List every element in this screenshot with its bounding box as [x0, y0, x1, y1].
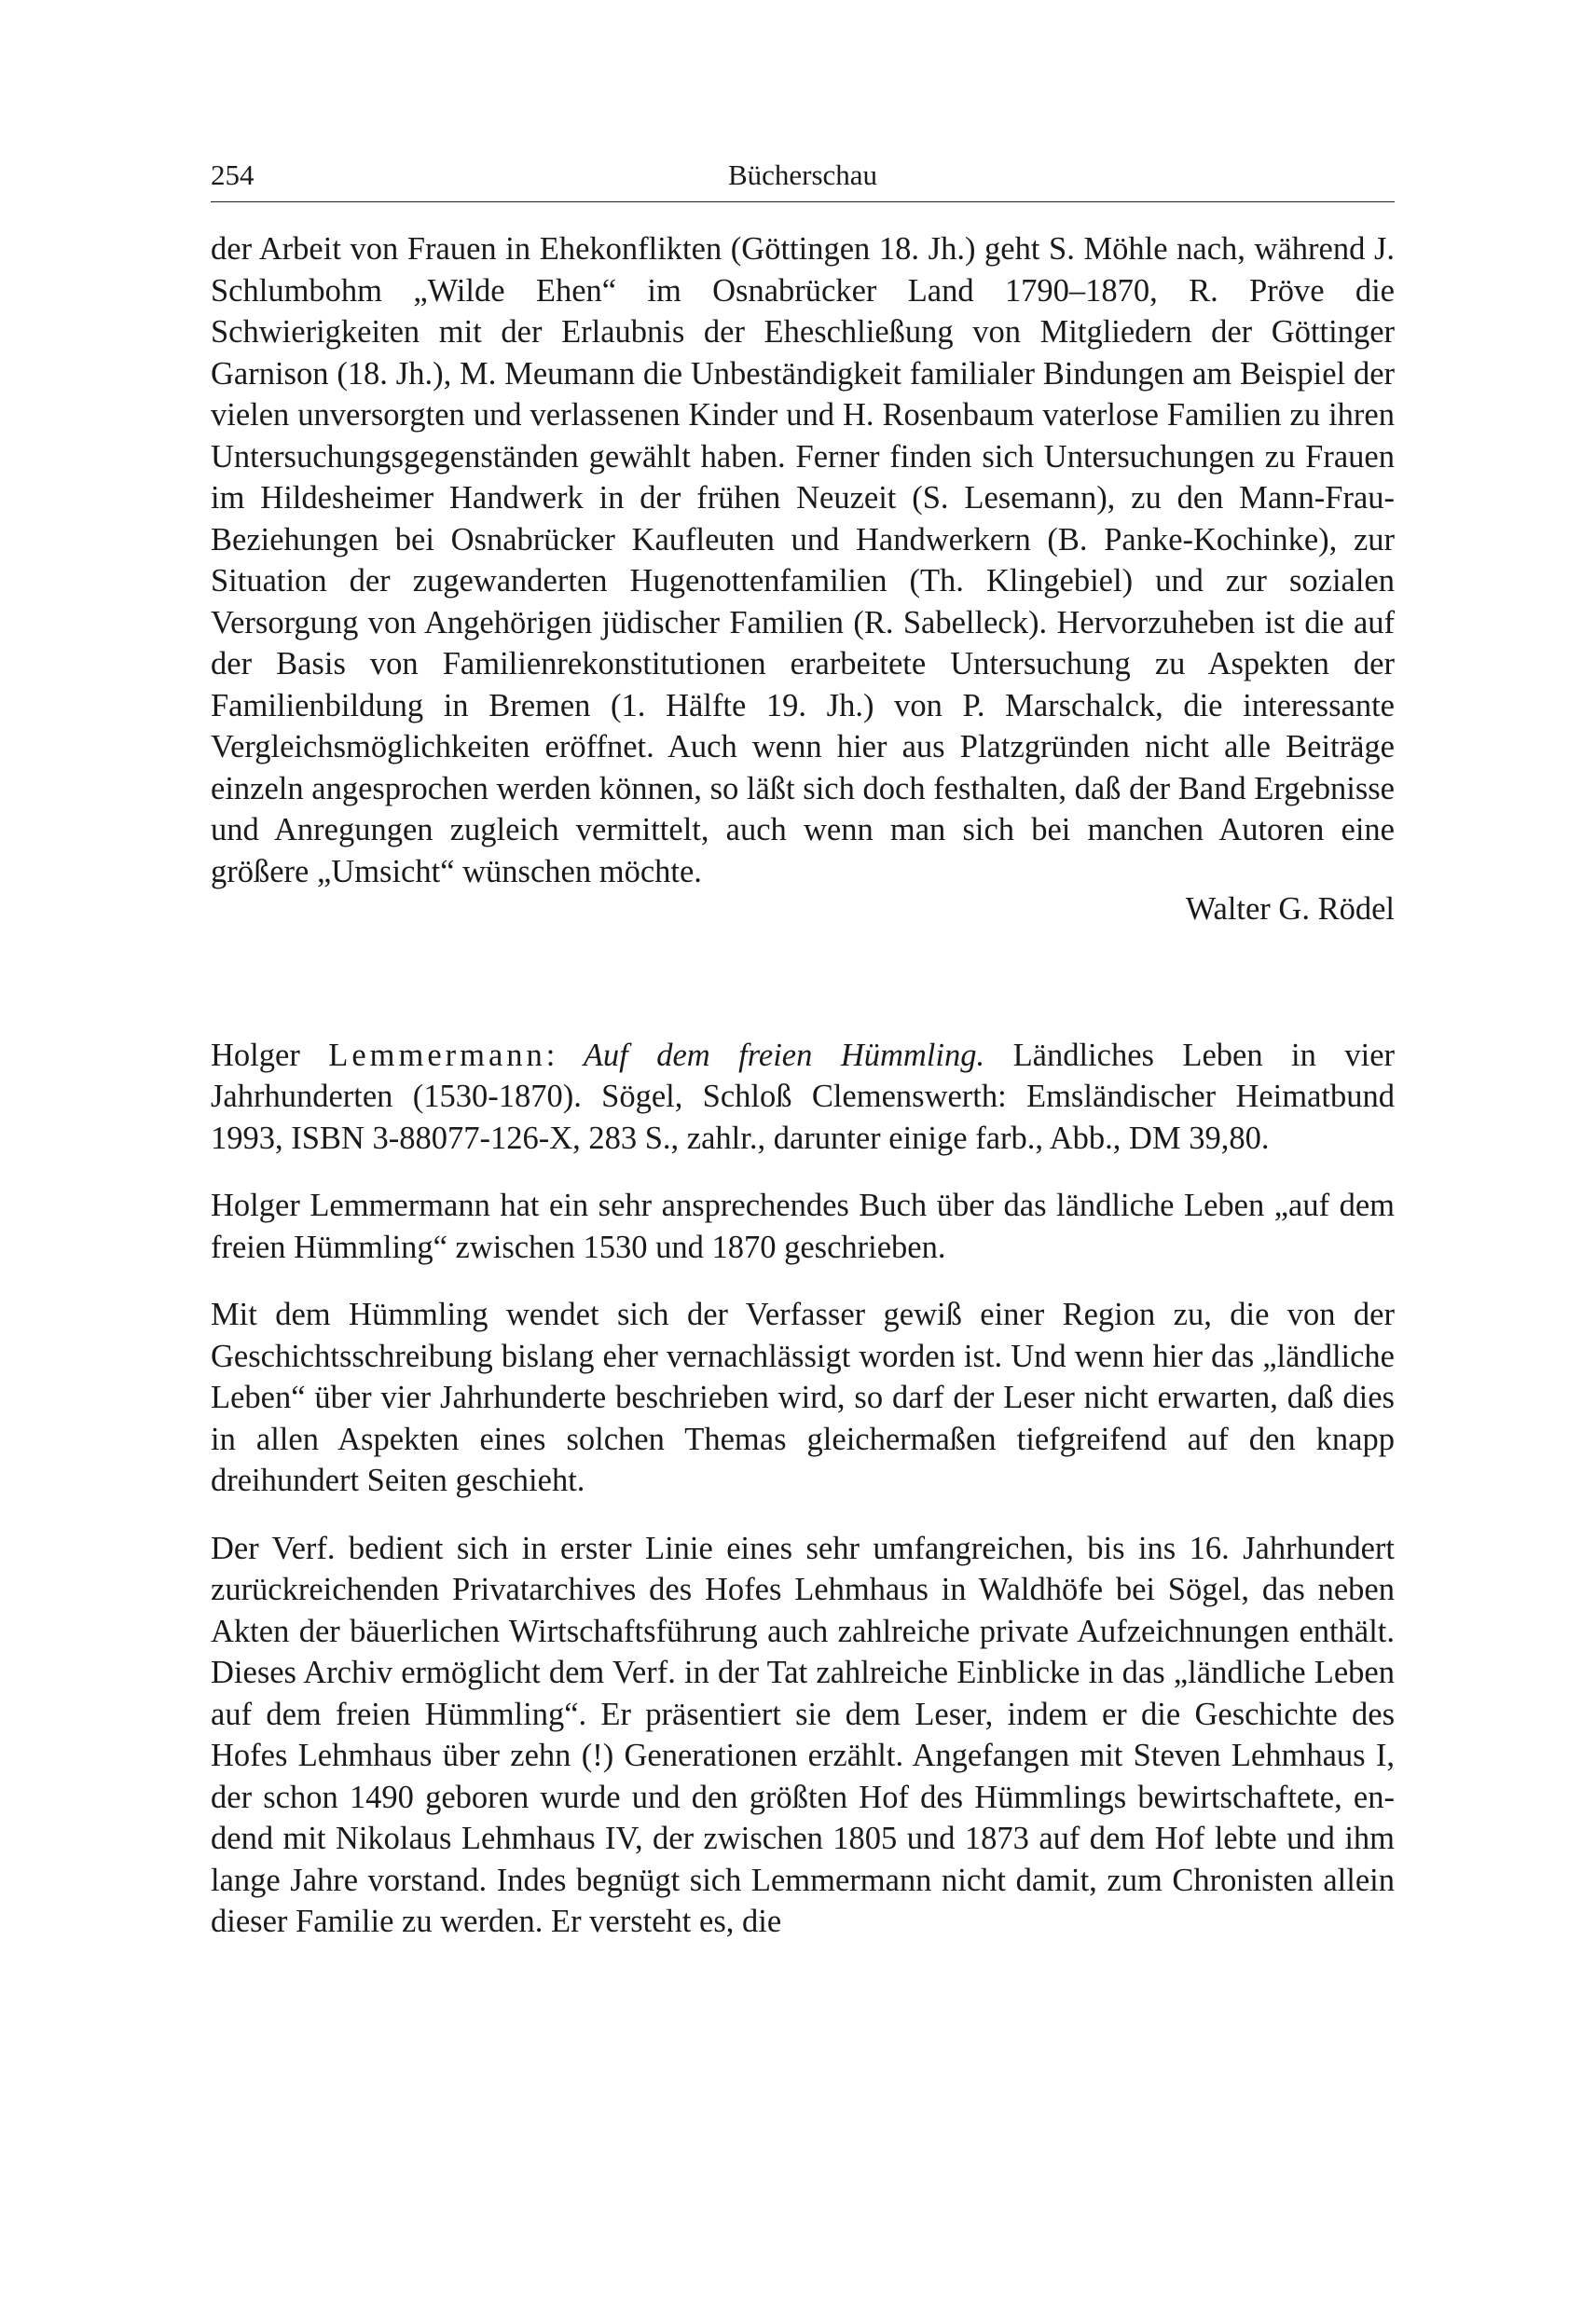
- review-entry: [211, 1035, 1395, 1943]
- book-citation: [211, 1035, 1395, 1160]
- citation-author-last: Lemmermann: [328, 1037, 546, 1073]
- citation-details: Ländliches Leben in vier Jahrhunderten (1530-1870). Sögel, Schloß Clemenswerth: Emsländischer Heimatbund 1993, ISBN 3-88077-126-X, 283 S., zahlr., darunter einige farb., Abb., DM 39,80.: [211, 1037, 1395, 1156]
- citation-author-first: Holger: [211, 1037, 329, 1073]
- page-header: [211, 155, 1395, 196]
- header-rule: [211, 201, 1395, 202]
- review-paragraph: Der Verf. bedient sich in erster Linie eines sehr umfangreichen, bis ins 16. Jahrhundert zurückreichenden Privatarchives des Hofes Lehmhaus in Waldhöfe bei Sögel, das neben Akten der bäuerlichen Wirtschaftsführung auch zahlreiche private Aufzeichnungen enthält. Dieses Archiv ermöglicht dem Verf. in der Tat zahlreiche Einblicke in das „ländliche Leben auf dem freien Hümmling“. Er präsentiert sie dem Leser, indem er die Geschichte des Hofes Lehmhaus über zehn (!) Generationen erzählt. Angefangen mit Steven Lehmhaus I, der schon 1490 geboren wurde und den größten Hof des Hümmlings bewirtschaftete, endend mit Nikolaus Lehmhaus IV, der zwischen 1805 und 1873 auf dem Hof lebte und ihm lange Jahre vorstand. Indes begnügt sich Lemmermann nicht damit, zum Chronisten allein dieser Familie zu werden. Er versteht es, die: [211, 1530, 1395, 1939]
- citation-separator: :: [545, 1037, 584, 1073]
- citation-book-title: Auf dem freien Hümmling.: [583, 1037, 985, 1073]
- page: [211, 155, 1395, 1943]
- page-number: 254: [211, 158, 255, 191]
- running-head: Bücherschau: [727, 158, 878, 191]
- review-paragraph: Holger Lemmermann hat ein sehr ansprechendes Buch über das ländliche Leben „auf dem freien Hümmling“ zwischen 1530 und 1870 geschrieben.: [211, 1188, 1395, 1265]
- review-paragraph: Mit dem Hümmling wendet sich der Verfasser gewiß einer Region zu, die von der Geschichtsschreibung bislang eher vernachlässigt worden ist. Und wenn hier das „ländliche Leben“ über vier Jahrhunderte beschrieben wird, so darf der Leser nicht erwarten, daß dies in allen Aspekten eines solchen Themas gleichermaßen tiefgreifend auf den knapp dreihundert Seiten geschieht.: [211, 1297, 1395, 1498]
- reviewer-signature: Walter G. Rödel: [1185, 891, 1395, 927]
- previous-review-text: der Arbeit von Frauen in Ehekonflikten (Göttingen 18. Jh.) geht S. Möhle nach, während J. Schlumbohm „Wilde Ehen“ im Osnabrücker Land 1790–1870, R. Pröve die Schwierigkeiten mit der Erlaubnis der Eheschließung von Mitgliedern der Göttinger Garnison (18. Jh.), M. Meumann die Unbeständigkeit familialer Bindungen am Beispiel der vielen unversorgten und verlassenen Kinder und H. Rosenbaum vaterlose Familien zu ihren Untersuchungsgegenständen gewählt haben. Ferner finden sich Untersuchungen zu Frauen im Hildesheimer Handwerk in der frühen Neuzeit (S. Lesemann), zu den Mann-Frau-Beziehungen bei Osnabrücker Kaufleuten und Handwerkern (B. Panke-Kochinke), zur Situation der zugewanderten Hugenottenfamilien (Th. Klingebiel) und zur sozialen Versorgung von Angehörigen jüdischer Familien (R. Sabelleck). Hervorzuheben ist die auf der Basis von Familienrekonstitutionen erarbeitete Untersuchung zu Aspekten der Familienbildung in Bremen (1. Hälfte 19. Jh.) von P. Marschalck, die interessante Vergleichsmöglichkeiten eröffnet. Auch wenn hier aus Platzgründen nicht alle Beiträge einzeln angesprochen werden können, so läßt sich doch festhalten, daß der Band Ergebnisse und Anregungen zugleich vermittelt, auch wenn man sich bei manchen Autoren eine größere „Umsicht“ wünschen möchte.: [211, 231, 1395, 889]
